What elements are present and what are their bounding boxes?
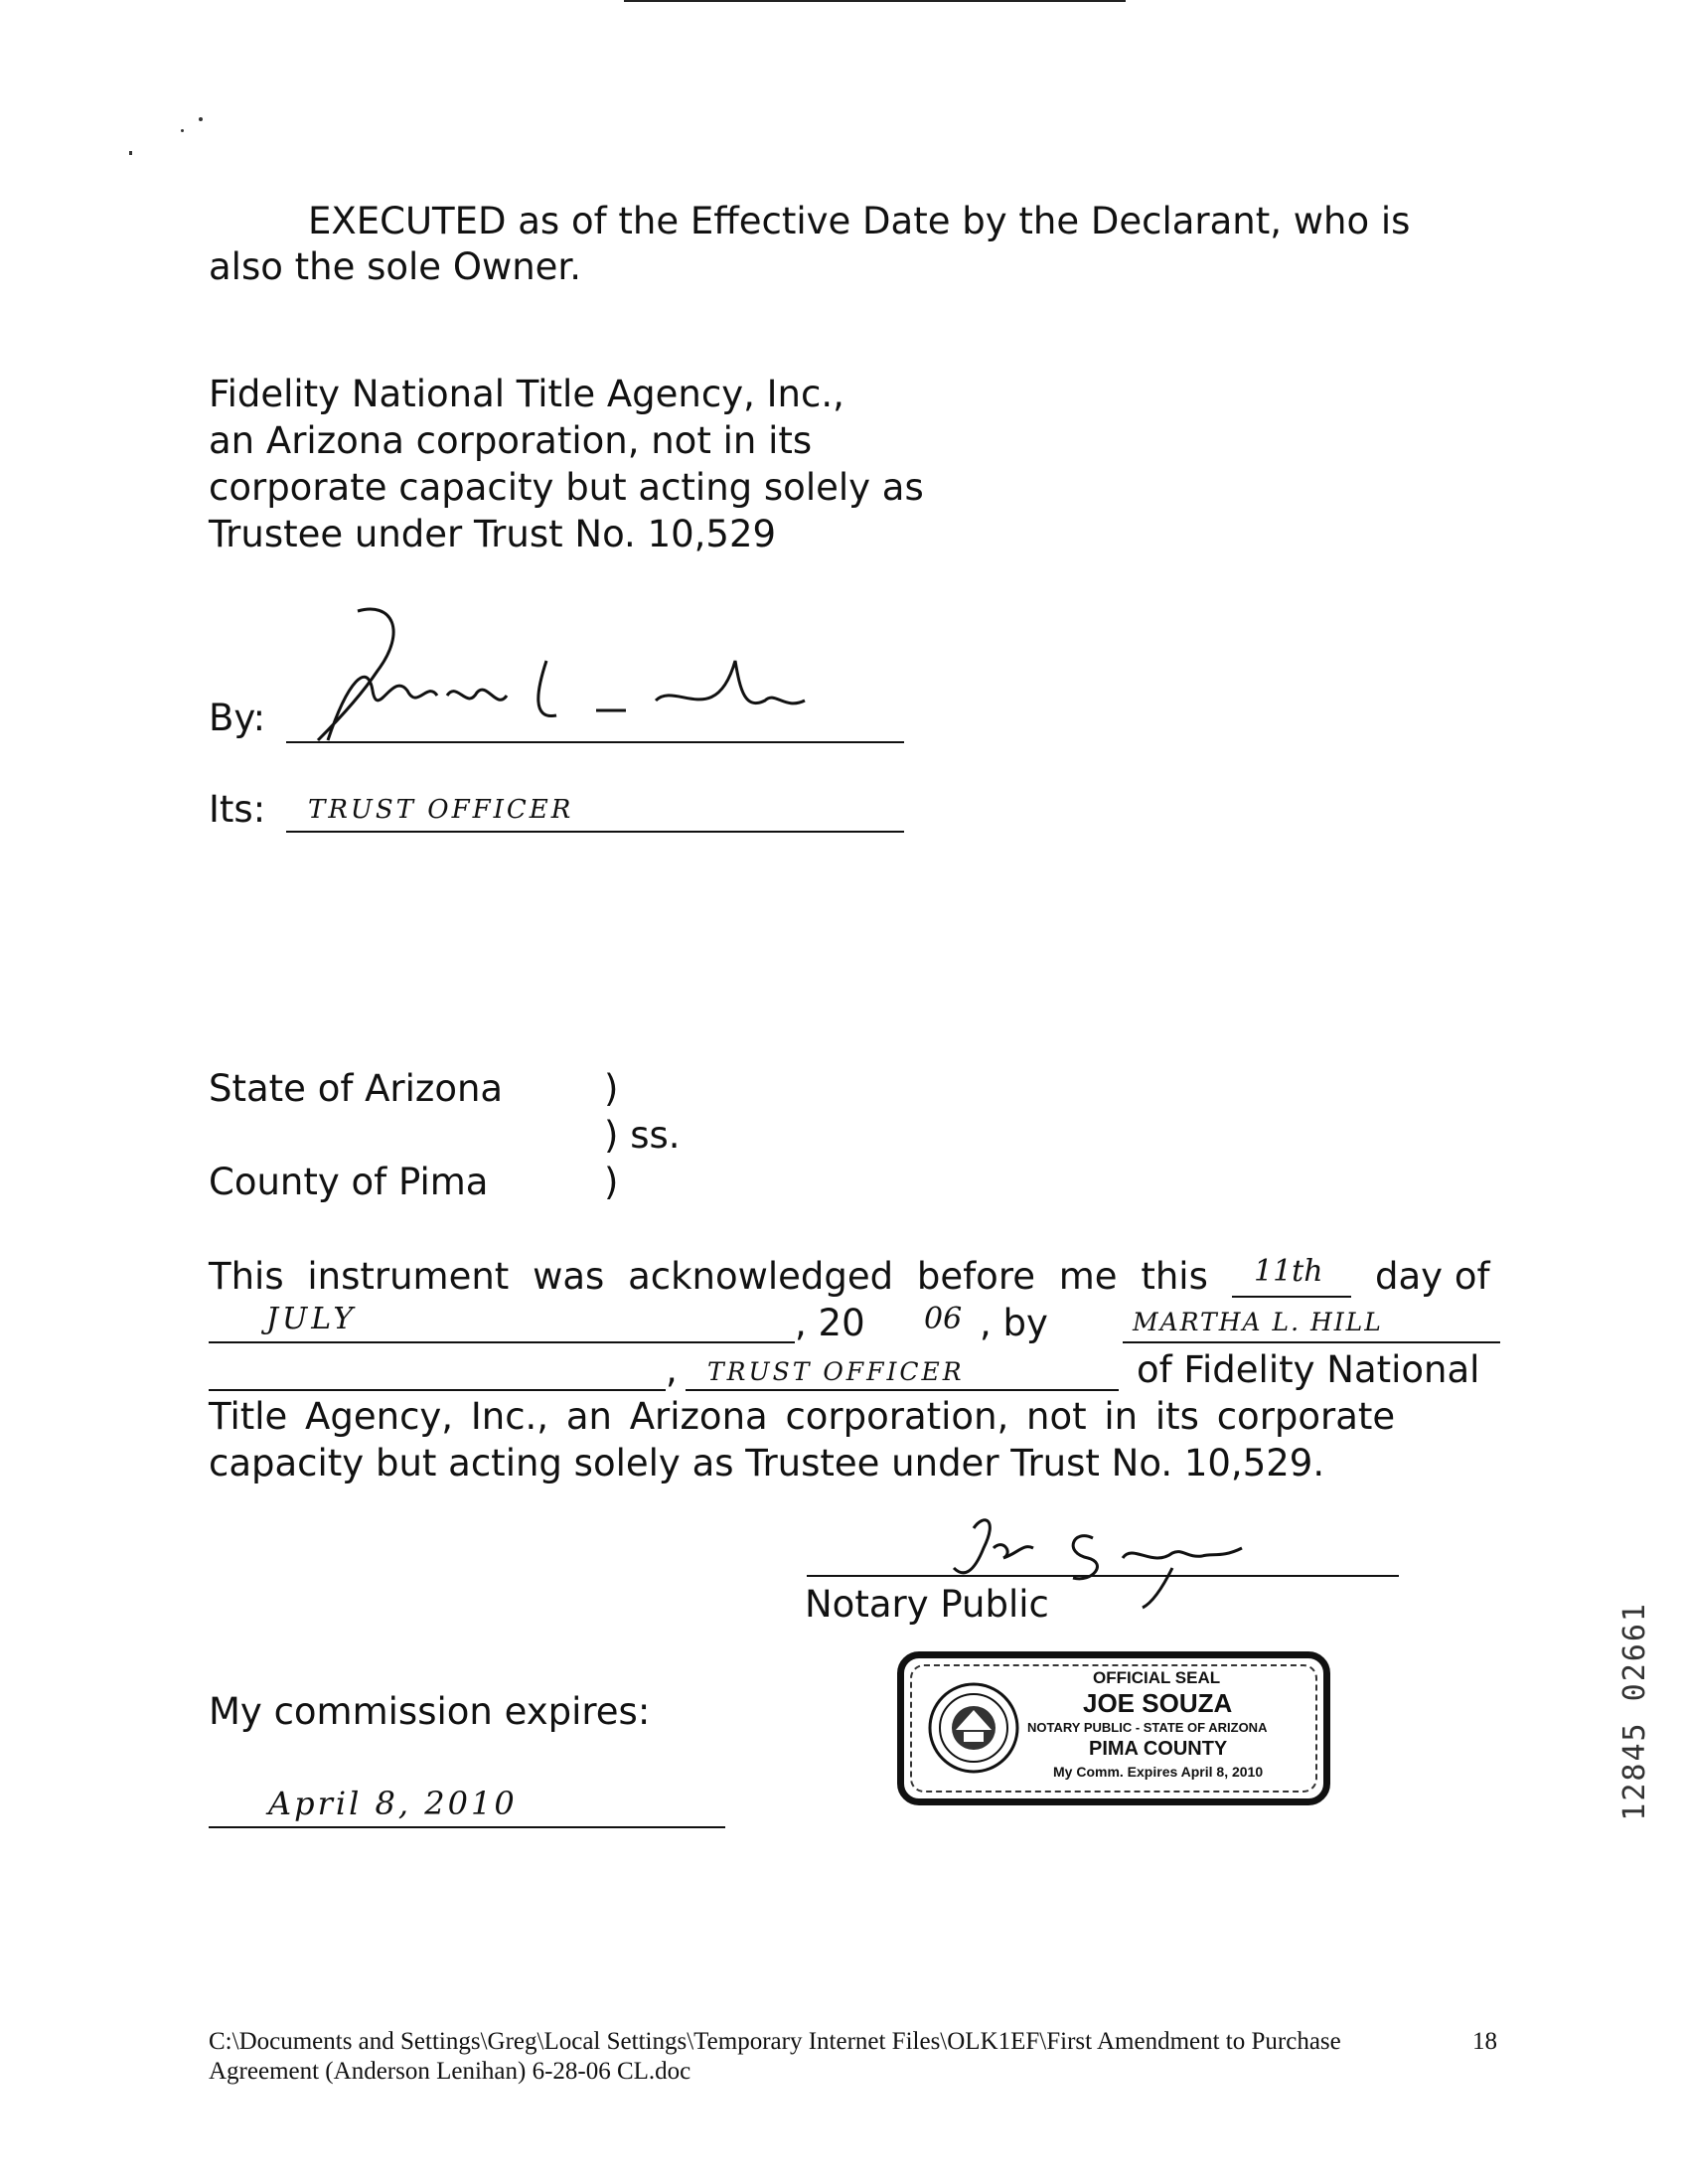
ack-line-4: Title Agency, Inc., an Arizona corporation, not in its corporate [209,1395,1396,1438]
notary-label: Notary Public [805,1583,1049,1626]
ack-of-fidelity: of Fidelity National [1137,1348,1480,1391]
ack-day-line [1232,1296,1351,1298]
footer-path-line-2: Agreement (Anderson Lenihan) 6-28-06 CL.doc [209,2058,691,2085]
execution-line-1: EXECUTED as of the Effective Date by the Declarant, who is [308,200,1411,242]
by-signature-line [286,741,904,743]
scan-edge-line [624,0,1126,2]
its-value: TRUST OFFICER [308,795,574,825]
ack-word: was [533,1255,605,1298]
ack-word: instrument [307,1255,510,1298]
seal-line-2: JOE SOUZA [1083,1688,1233,1718]
ack-word: before [916,1255,1035,1298]
ack-comma: , [666,1348,678,1391]
seal-line-4: PIMA COUNTY [1089,1738,1228,1760]
venue-paren-3: ) [604,1161,619,1203]
ack-month-line [209,1341,795,1343]
ack-title-line [686,1389,1119,1391]
ack-blank-line [209,1389,666,1391]
seal-line-3: NOTARY PUBLIC - STATE OF ARIZONA [1027,1720,1268,1735]
scan-speck [199,117,203,121]
ack-title-value: TRUST OFFICER [707,1357,965,1386]
document-number: 12845 02661 [1617,1602,1652,1821]
ack-name-line [1123,1341,1500,1343]
scan-speck [181,129,184,132]
its-line [286,831,904,833]
commission-date: April 8, 2010 [268,1785,518,1822]
execution-line-2: also the sole Owner. [209,245,582,288]
commission-line [209,1826,725,1828]
its-label: Its: [209,788,266,831]
state-seal-emblem [926,1680,1021,1776]
venue-ss: ) ss. [604,1114,681,1157]
ack-day-of: day of [1375,1255,1490,1298]
ack-year-value: 06 [924,1302,963,1336]
notary-seal-stamp [897,1651,1330,1805]
notary-signature-line [807,1575,1399,1577]
scan-speck [129,151,132,155]
ack-word: This [209,1255,284,1298]
venue-paren-1: ) [604,1067,619,1110]
ack-name-value: MARTHA L. HILL [1133,1308,1383,1336]
trustee-line-2: an Arizona corporation, not in its [209,419,813,462]
seal-line-5: My Comm. Expires April 8, 2010 [1053,1764,1264,1780]
footer-path-line-1: C:\Documents and Settings\Greg\Local Settings\Temporary Internet Files\OLK1EF\First Amendment to Purchase [209,2028,1341,2055]
ack-line-5: capacity but acting solely as Trustee under Trust No. 10,529. [209,1442,1325,1484]
ack-word: acknowledged [628,1255,894,1298]
by-label: By: [209,697,266,739]
ack-day-value: 11th [1254,1254,1323,1289]
trustee-line-4: Trustee under Trust No. 10,529 [209,513,777,555]
ack-by: , by [980,1302,1048,1344]
seal-line-1: OFFICIAL SEAL [1093,1668,1221,1687]
ack-month-value: JULY [266,1302,358,1336]
ack-year-prefix: , 20 [795,1302,865,1344]
commission-label: My commission expires: [209,1690,651,1733]
ack-word: me [1058,1255,1118,1298]
ack-word: this [1141,1255,1208,1298]
venue-state: State of Arizona [209,1067,504,1110]
trustee-line-1: Fidelity National Title Agency, Inc., [209,373,844,415]
venue-county: County of Pima [209,1161,489,1203]
trustee-line-3: corporate capacity but acting solely as [209,466,924,509]
footer-page-number: 18 [1472,2028,1497,2055]
